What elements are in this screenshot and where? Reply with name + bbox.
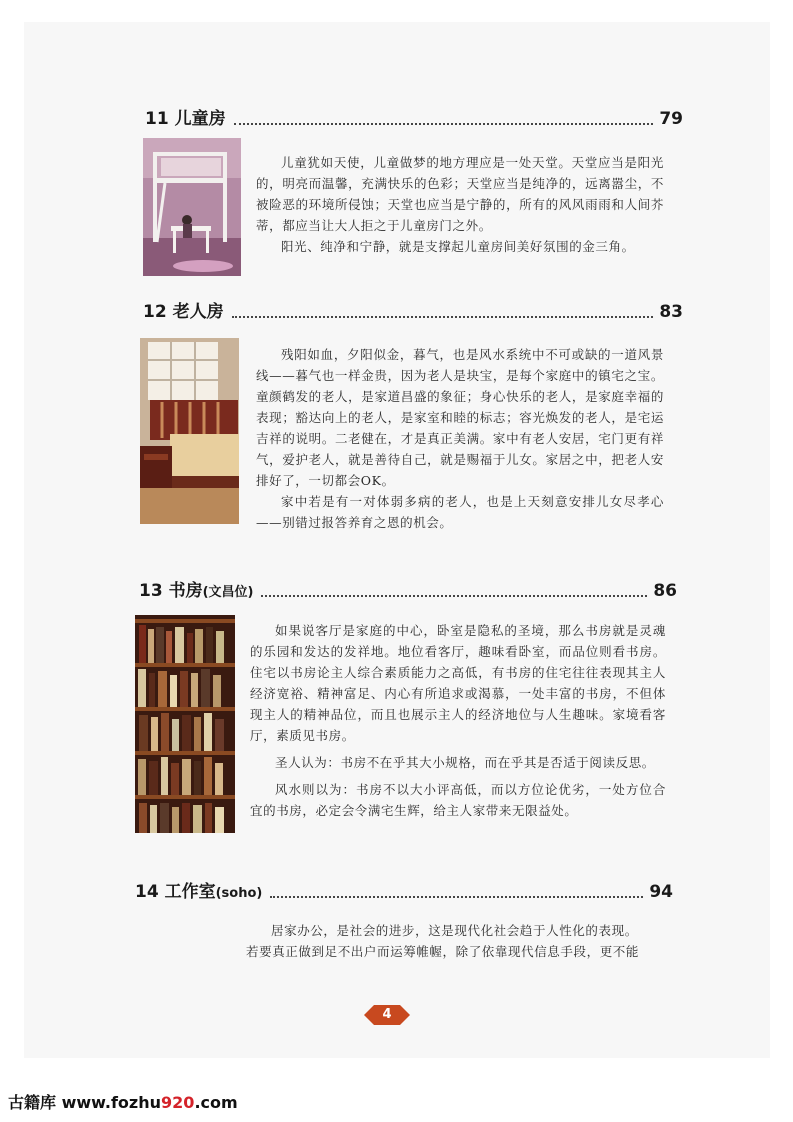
page-number: 4: [382, 1007, 392, 1022]
leader-dots: [270, 895, 643, 898]
leader-dots: [234, 122, 654, 125]
paragraph: 若要真正做到足不出户而运筹帷幄，除了依靠现代信息手段，更不能: [246, 944, 640, 959]
elderly-bedroom-photo: [140, 338, 239, 524]
section-13-text: [250, 620, 666, 821]
paragraph: 如果说客厅是家庭的中心，卧室是隐私的圣境，那么书房就是灵魂的乐园和发达的发祥地。地位看客厅，趣味看卧室，而品位则看书房。住宅以书房论主人综合素质能力之高低，有书房的住宅往往表现其主人经济宽裕、精神富足、内心有所追求或渴慕，一处丰富的书房，不但体现主人的精神品位，而且也展示主人的经济地位与人生趣味。家境看客厅，素质见书房。: [250, 623, 666, 743]
paragraph: 儿童犹如天使，儿童做梦的地方理应是一处天堂。天堂应当是阳光的，明亮而温馨，充满快乐的色彩；天堂应当是纯净的，远离嚣尘，不被险恶的环境所侵蚀；天堂也应当是宁静的，所有的风风雨雨和人间芥蒂，都应当让大人拒之于儿童房门之外。: [256, 155, 664, 233]
section-title: 13 书房(文昌位): [139, 581, 254, 601]
paragraph: 风水则以为：书房不以大小评高低，而以方位论优劣，一处方位合宜的书房，必定会令满宅生辉，给主人家带来无限益处。: [250, 782, 666, 818]
toc-entry-12: [143, 297, 683, 322]
bookshelf-study-photo: [135, 615, 235, 833]
paragraph: 阳光、纯净和宁静，就是支撑起儿童房间美好氛围的金三角。: [281, 239, 635, 254]
section-page-number: 79: [659, 109, 683, 129]
section-title: 14 工作室(soho): [135, 882, 263, 902]
section-11-text: [256, 152, 664, 257]
section-page-number: 83: [659, 302, 683, 322]
section-title: 11 儿童房: [145, 109, 226, 129]
paragraph: 居家办公，是社会的进步，这是现代化社会趋于人性化的表现。: [271, 923, 638, 938]
section-14-text: [246, 920, 670, 962]
toc-entry-13: [139, 576, 677, 601]
toc-entry-11: [145, 104, 683, 129]
paragraph: 家中若是有一对体弱多病的老人，也是上天刻意安排儿女尽孝心——别错过报答养育之恩的机会。: [256, 494, 664, 530]
paragraph: 残阳如血，夕阳似金，暮气，也是风水系统中不可或缺的一道风景线——暮气也一样金贵，因为老人是块宝，是每个家庭中的镇宅之宝。童颜鹤发的老人，是家道昌盛的象征；身心快乐的老人，是家庭幸福的表现；豁达向上的老人，是家室和睦的标志；容光焕发的老人，是宅运吉祥的说明。二老健在，才是真正美满。家中有老人安居，宅门更有祥气，爱护老人，就是善待自己，就是赐福于儿女。家居之中，把老人安排好了，一切都会OK。: [256, 347, 664, 488]
section-page-number: 94: [649, 882, 673, 902]
site-watermark: 古籍库 www.fozhu920.com: [8, 1093, 238, 1112]
section-12-text: [256, 344, 664, 533]
paragraph: 圣人认为：书房不在乎其大小规格，而在乎其是否适于阅读反思。: [275, 755, 655, 770]
leader-dots: [232, 315, 654, 318]
page-number-badge: [364, 1003, 410, 1027]
section-page-number: 86: [653, 581, 677, 601]
section-title: 12 老人房: [143, 302, 224, 322]
leader-dots: [261, 594, 647, 597]
bunk-bed-kids-room-photo: [143, 138, 241, 276]
toc-entry-14: [135, 877, 673, 902]
